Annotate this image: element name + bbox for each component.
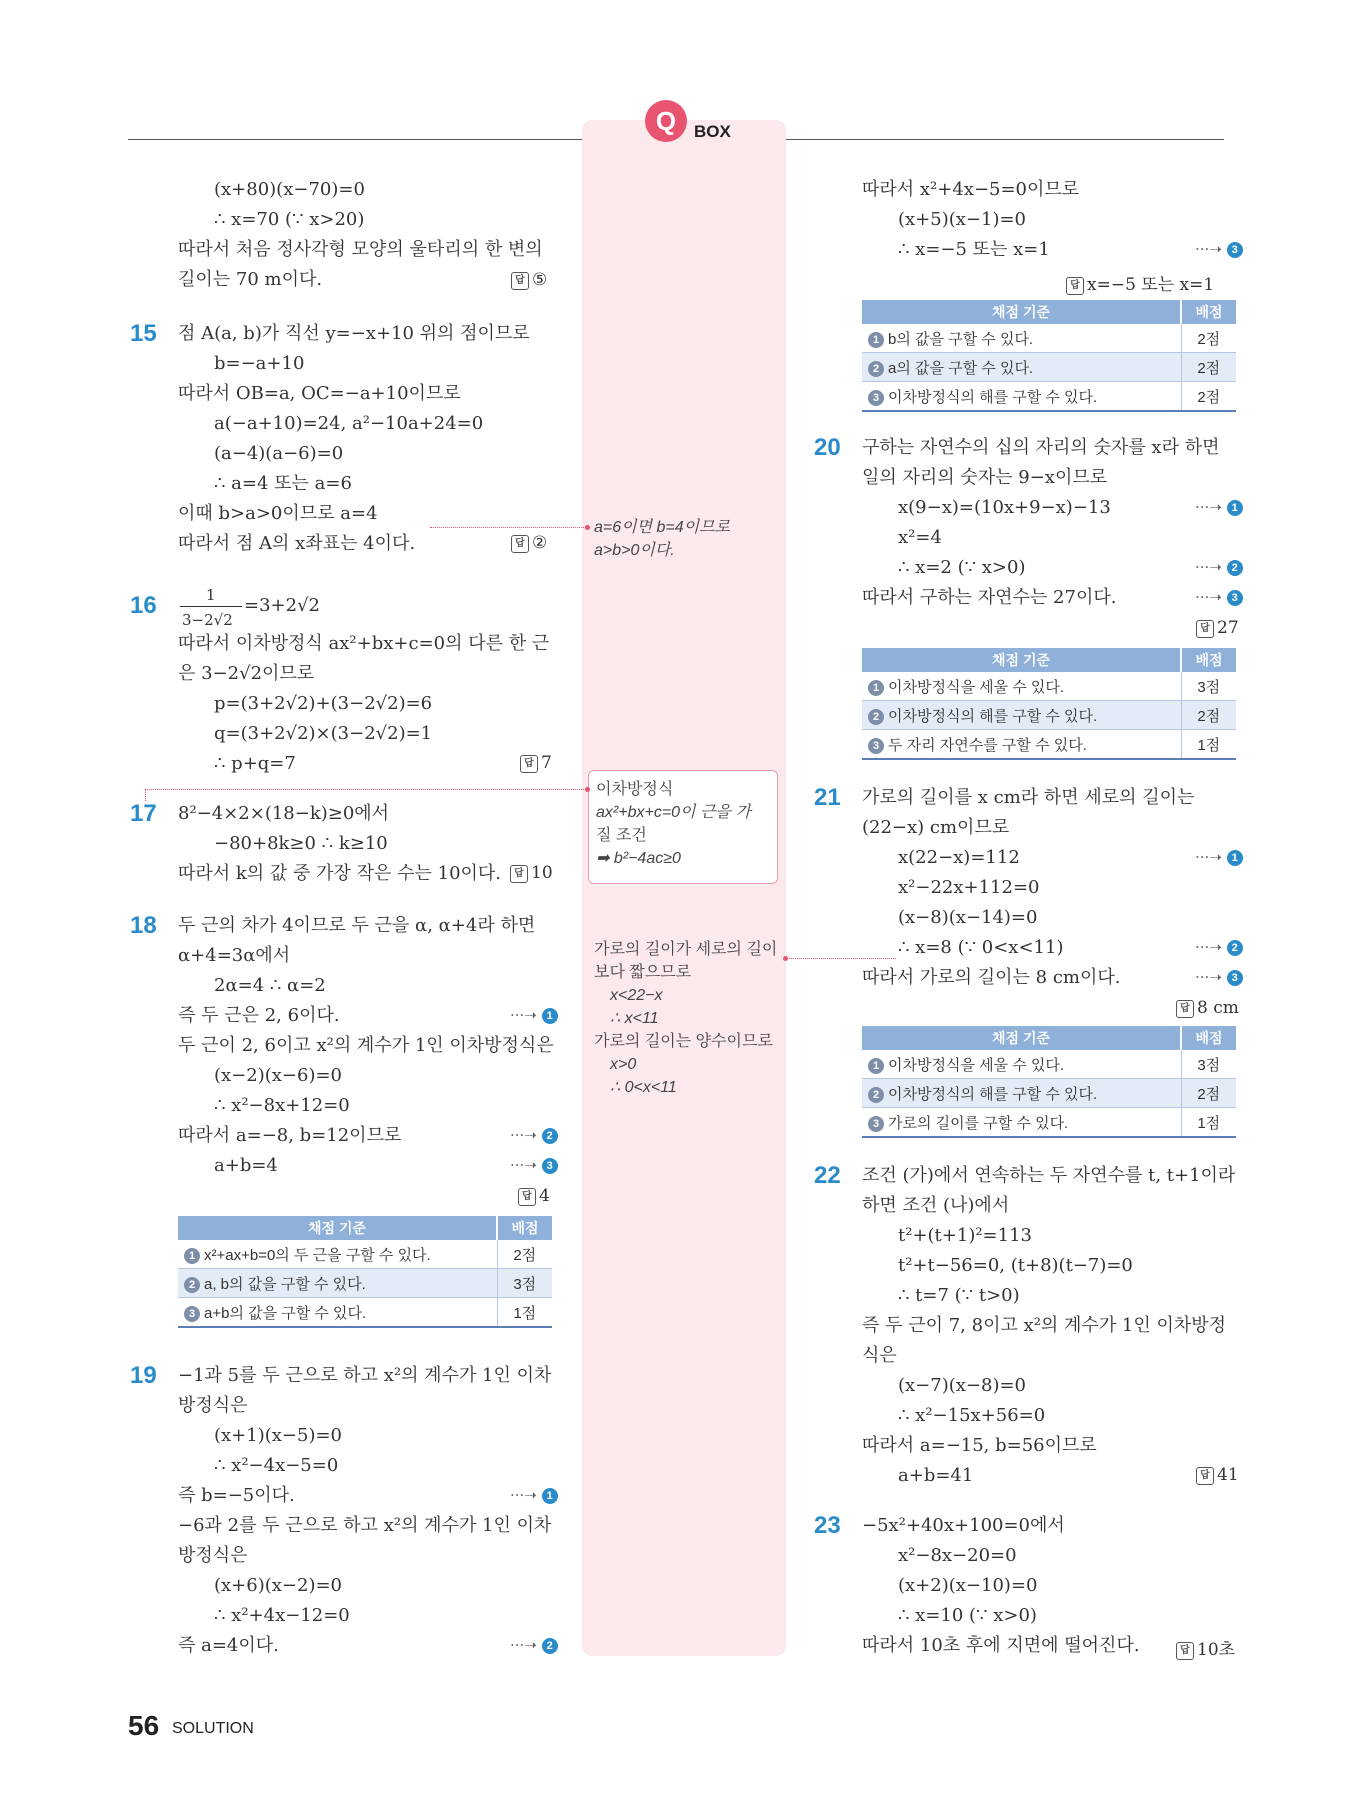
answer-mark: 답 ⑤ [511, 270, 547, 290]
solution-line: x(9−x)=(10x+9−x)−13 [898, 497, 1111, 518]
solution-line: 두 근의 차가 4이므로 두 근을 α, α+4라 하면 [178, 915, 536, 936]
table-header: 채점 기준 [862, 1026, 1181, 1050]
fraction-rest: =3+2√2 [244, 595, 320, 616]
solution-line: −80+8k≥0 ∴ k≥10 [214, 833, 388, 854]
solution-line: ∴ x²−8x+12=0 [214, 1095, 350, 1116]
criterion-3-icon: 3 [184, 1306, 200, 1322]
problem-number: 16 [130, 592, 157, 619]
solution-line: x²=4 [898, 527, 942, 548]
solution-line: t²+(t+1)²=113 [898, 1225, 1032, 1246]
step-1-icon: 1 [1227, 850, 1243, 866]
table-header: 채점 기준 [862, 648, 1181, 672]
solution-line: 따라서 이차방정식 ax²+bx+c=0의 다른 한 근 [178, 633, 550, 654]
answer-icon: 답 [1196, 1467, 1214, 1485]
criterion-1-icon: 1 [184, 1248, 200, 1264]
note-1-line: a>b>0이다. [594, 542, 675, 559]
problem-number: 17 [130, 800, 157, 827]
step-marker: ···➝ 2 [1195, 938, 1243, 956]
answer-mark: 답 41 [1196, 1465, 1239, 1485]
table-row: 1 x²+ax+b=0의 두 근을 구할 수 있다. 2점 [178, 1240, 552, 1269]
problem-number: 22 [814, 1162, 841, 1189]
table-header: 채점 기준 [862, 300, 1181, 324]
note-3-line: x<22−x [610, 987, 663, 1004]
note-3-line: 가로의 길이가 세로의 길이 [594, 941, 778, 958]
answer-mark: 답 10 [510, 863, 553, 883]
solution-line: −6과 2를 두 근으로 하고 x²의 계수가 1인 이차 [178, 1515, 552, 1536]
solution-line: (22−x) cm이므로 [862, 817, 1010, 838]
top-rule-right [786, 139, 1224, 140]
answer-icon: 답 [518, 1188, 536, 1206]
solution-line: 가로의 길이를 x cm라 하면 세로의 길이는 [862, 787, 1195, 808]
answer-icon: 답 [1176, 1000, 1194, 1018]
table-header: 배점 [1181, 300, 1236, 324]
solution-line: 구하는 자연수의 십의 자리의 숫자를 x라 하면 [862, 437, 1220, 458]
step-marker: ···➝ 3 [510, 1156, 558, 1174]
solution-line: a+b=41 [898, 1465, 974, 1486]
fraction-denominator: 3−2√2 [182, 611, 233, 629]
step-2-icon: 2 [1227, 560, 1243, 576]
criterion-2-icon: 2 [184, 1277, 200, 1293]
solution-line: −1과 5를 두 근으로 하고 x²의 계수가 1인 이차 [178, 1365, 552, 1386]
solution-line: ∴ x=10 (∵ x>0) [898, 1605, 1037, 1626]
problem-number: 19 [130, 1362, 157, 1389]
connector-dot [783, 956, 788, 961]
answer-icon: 답 [1196, 620, 1214, 638]
q-badge-icon: Q [645, 100, 687, 142]
solution-line: 조건 (가)에서 연속하는 두 자연수를 t, t+1이라 [862, 1165, 1236, 1186]
connector-line [145, 789, 146, 801]
solution-line: (x+2)(x−10)=0 [898, 1575, 1038, 1596]
solution-line: 따라서 구하는 자연수는 27이다. [862, 587, 1117, 608]
solution-line: ∴ x=2 (∵ x>0) [898, 557, 1026, 578]
step-marker: ···➝ 1 [1195, 848, 1243, 866]
solution-line: (a−4)(a−6)=0 [214, 443, 344, 464]
answer-mark: 답 8 cm [1176, 998, 1239, 1018]
table-header: 배점 [1181, 648, 1236, 672]
answer-mark: 답 10초 [1176, 1635, 1235, 1660]
step-2-icon: 2 [542, 1638, 558, 1654]
solution-line: ∴ x=8 (∵ 0<x<11) [898, 937, 1064, 958]
solution-line: ∴ a=4 또는 a=6 [214, 473, 352, 494]
solution-line: −5x²+40x+100=0에서 [862, 1515, 1065, 1536]
solution-line: (x−8)(x−14)=0 [898, 907, 1038, 928]
solution-line: (x+5)(x−1)=0 [898, 209, 1026, 230]
step-marker: ···➝ 2 [1195, 558, 1243, 576]
step-3-icon: 3 [1227, 970, 1243, 986]
note-3-line: ∴ x<11 [610, 1010, 659, 1027]
step-3-icon: 3 [542, 1158, 558, 1174]
step-2-icon: 2 [542, 1128, 558, 1144]
solution-line: 즉 b=−5이다. [178, 1485, 295, 1506]
step-marker: ···➝ 3 [1195, 588, 1243, 606]
footer-label: SOLUTION [172, 1720, 254, 1737]
solution-line: 즉 두 근은 2, 6이다. [178, 1005, 340, 1026]
solution-line: a(−a+10)=24, a²−10a+24=0 [214, 413, 484, 434]
qbox-strip [582, 120, 786, 1656]
problem-number: 21 [814, 784, 841, 811]
solution-line: ∴ t=7 (∵ t>0) [898, 1285, 1020, 1306]
solution-line: 따라서 k의 값 중 가장 작은 수는 10이다. [178, 863, 502, 884]
solution-line: t²+t−56=0, (t+8)(t−7)=0 [898, 1255, 1133, 1276]
note-1-line: a=6이면 b=4이므로 [594, 519, 731, 536]
solution-line: (x−7)(x−8)=0 [898, 1375, 1026, 1396]
note-2-line: ax²+bx+c=0이 근을 가 [596, 804, 751, 821]
problem-number: 23 [814, 1512, 841, 1539]
step-marker: ···➝ 1 [510, 1006, 558, 1024]
q-box-label: BOX [694, 122, 731, 141]
step-marker: ···➝ 2 [510, 1126, 558, 1144]
scoring-table [862, 1026, 1236, 1138]
fraction-numerator: 1 [206, 586, 216, 604]
step-marker: ···➝ 3 [1195, 968, 1243, 986]
answer-icon: 답 [1176, 1642, 1194, 1660]
table-header: 배점 [1181, 1026, 1236, 1050]
connector-line [430, 527, 588, 528]
table-row: 2 a, b의 값을 구할 수 있다. 3점 [178, 1269, 552, 1298]
solution-line: q=(3+2√2)×(3−2√2)=1 [214, 723, 433, 744]
answer-icon: 답 [1066, 277, 1084, 295]
solution-line: 점 A(a, b)가 직선 y=−x+10 위의 점이므로 [178, 323, 530, 344]
note-2-line: ➡ b²−4ac≥0 [596, 850, 681, 867]
solution-line: ∴ p+q=7 [214, 753, 296, 774]
solution-line: (x+1)(x−5)=0 [214, 1425, 342, 1446]
connector-dot [585, 787, 590, 792]
solution-line: 따라서 a=−8, b=12이므로 [178, 1125, 402, 1146]
solution-line: 따라서 점 A의 x좌표는 4이다. [178, 533, 416, 554]
step-marker: ···➝ 2 [510, 1636, 558, 1654]
table-header: 배점 [497, 1216, 552, 1240]
criterion-1-icon: 1 [868, 1058, 884, 1074]
solution-line: 2α=4 ∴ α=2 [214, 975, 326, 996]
step-1-icon: 1 [542, 1488, 558, 1504]
answer-mark: 답 ② [511, 533, 547, 553]
solution-line: x²−8x−20=0 [898, 1545, 1017, 1566]
criterion-3-icon: 3 [868, 738, 884, 754]
solution-line: 따라서 x²+4x−5=0이므로 [862, 179, 1080, 200]
solution-line: α+4=3α에서 [178, 945, 291, 966]
answer-mark: 답 7 [520, 753, 552, 773]
connector-line [786, 958, 896, 959]
table-row: 2 a의 값을 구할 수 있다. 2점 [862, 353, 1236, 382]
solution-line: 따라서 10초 후에 지면에 떨어진다. [862, 1635, 1140, 1656]
top-rule-left [128, 139, 582, 140]
note-2-line: 질 조건 [596, 827, 647, 844]
fraction-bar [180, 606, 242, 607]
page-number: 56 [128, 1710, 160, 1741]
note-3-line: ∴ 0<x<11 [610, 1079, 677, 1096]
step-1-icon: 1 [542, 1008, 558, 1024]
step-marker: ···➝ 3 [1195, 240, 1243, 258]
step-2-icon: 2 [1227, 940, 1243, 956]
answer-icon: 답 [511, 272, 529, 290]
problem-number: 15 [130, 320, 157, 347]
answer-icon: 답 [510, 865, 528, 883]
step-marker: ···➝ 1 [510, 1486, 558, 1504]
solution-line: 따라서 가로의 길이는 8 cm이다. [862, 967, 1121, 988]
criterion-2-icon: 2 [868, 709, 884, 725]
solution-line: 이때 b>a>0이므로 a=4 [178, 503, 378, 524]
criterion-1-icon: 1 [868, 332, 884, 348]
criterion-3-icon: 3 [868, 390, 884, 406]
criterion-2-icon: 2 [868, 1087, 884, 1103]
intro-line: ∴ x=70 (∵ x>20) [214, 209, 365, 230]
solution-line: 식은 [862, 1345, 897, 1366]
solution-line: 8²−4×2×(18−k)≥0에서 [178, 803, 390, 824]
table-header: 채점 기준 [178, 1216, 497, 1240]
table-row: 3 a+b의 값을 구할 수 있다. 1점 [178, 1298, 552, 1328]
problem-number: 18 [130, 912, 157, 939]
solution-line: 두 근이 2, 6이고 x²의 계수가 1인 이차방정식은 [178, 1035, 554, 1056]
table-row: 1 b의 값을 구할 수 있다. 2점 [862, 324, 1236, 353]
problem-number: 20 [814, 434, 841, 461]
scoring-table [178, 1216, 552, 1328]
step-marker: ···➝ 1 [1195, 498, 1243, 516]
solution-line: (x+6)(x−2)=0 [214, 1575, 342, 1596]
table-row: 2 이차방정식의 해를 구할 수 있다. 2점 [862, 701, 1236, 730]
solution-line: 방정식은 [178, 1545, 248, 1566]
solution-line: x(22−x)=112 [898, 847, 1020, 868]
solution-line: 따라서 a=−15, b=56이므로 [862, 1435, 1097, 1456]
note-3-line: x>0 [610, 1056, 637, 1073]
solution-line: 일의 자리의 숫자는 9−x이므로 [862, 467, 1108, 488]
note-2-line: 이차방정식 [596, 781, 674, 798]
intro-line: 길이는 70 m이다. [178, 269, 323, 290]
solution-line: 하면 조건 (나)에서 [862, 1195, 1010, 1216]
step-3-icon: 3 [1227, 242, 1243, 258]
solution-line: 즉 a=4이다. [178, 1635, 279, 1656]
answer-mark: 답 27 [1196, 618, 1239, 638]
solution-line: a+b=4 [214, 1155, 278, 1176]
answer-icon: 답 [511, 535, 529, 553]
solution-line: 은 3−2√2이므로 [178, 663, 315, 684]
solution-line: 따라서 OB=a, OC=−a+10이므로 [178, 383, 461, 404]
note-3-line: 가로의 길이는 양수이므로 [594, 1033, 773, 1050]
intro-line: (x+80)(x−70)=0 [214, 179, 365, 200]
criterion-3-icon: 3 [868, 1116, 884, 1132]
table-row: 3 이차방정식의 해를 구할 수 있다. 2점 [862, 382, 1236, 412]
scoring-table [862, 300, 1236, 412]
table-row: 3 가로의 길이를 구할 수 있다. 1점 [862, 1108, 1236, 1138]
solution-line: ∴ x²−15x+56=0 [898, 1405, 1046, 1426]
answer-mark: 답 4 [518, 1186, 550, 1206]
solution-line: b=−a+10 [214, 353, 305, 374]
step-1-icon: 1 [1227, 500, 1243, 516]
scoring-table [862, 648, 1236, 760]
solution-line: ∴ x²−4x−5=0 [214, 1455, 339, 1476]
solution-line: 즉 두 근이 7, 8이고 x²의 계수가 1인 이차방정 [862, 1315, 1227, 1336]
connector-dot [585, 525, 590, 530]
step-3-icon: 3 [1227, 590, 1243, 606]
table-row: 1 이차방정식을 세울 수 있다. 3점 [862, 1050, 1236, 1079]
solution-line: p=(3+2√2)+(3−2√2)=6 [214, 693, 433, 714]
answer-mark: 답 x=−5 또는 x=1 [1066, 270, 1214, 295]
solution-line: ∴ x²+4x−12=0 [214, 1605, 350, 1626]
intro-line: 따라서 처음 정사각형 모양의 울타리의 한 변의 [178, 239, 543, 260]
answer-icon: 답 [520, 755, 538, 773]
table-row: 3 두 자리 자연수를 구할 수 있다. 1점 [862, 730, 1236, 760]
solution-line: 방정식은 [178, 1395, 248, 1416]
table-row: 1 이차방정식을 세울 수 있다. 3점 [862, 672, 1236, 701]
solution-line: ∴ x=−5 또는 x=1 [898, 239, 1050, 260]
solution-line: x²−22x+112=0 [898, 877, 1040, 898]
note-3-line: 보다 짧으므로 [594, 964, 692, 981]
solution-line: (x−2)(x−6)=0 [214, 1065, 342, 1086]
table-row: 2 이차방정식의 해를 구할 수 있다. 2점 [862, 1079, 1236, 1108]
criterion-2-icon: 2 [868, 361, 884, 377]
connector-line [145, 789, 588, 790]
criterion-1-icon: 1 [868, 680, 884, 696]
